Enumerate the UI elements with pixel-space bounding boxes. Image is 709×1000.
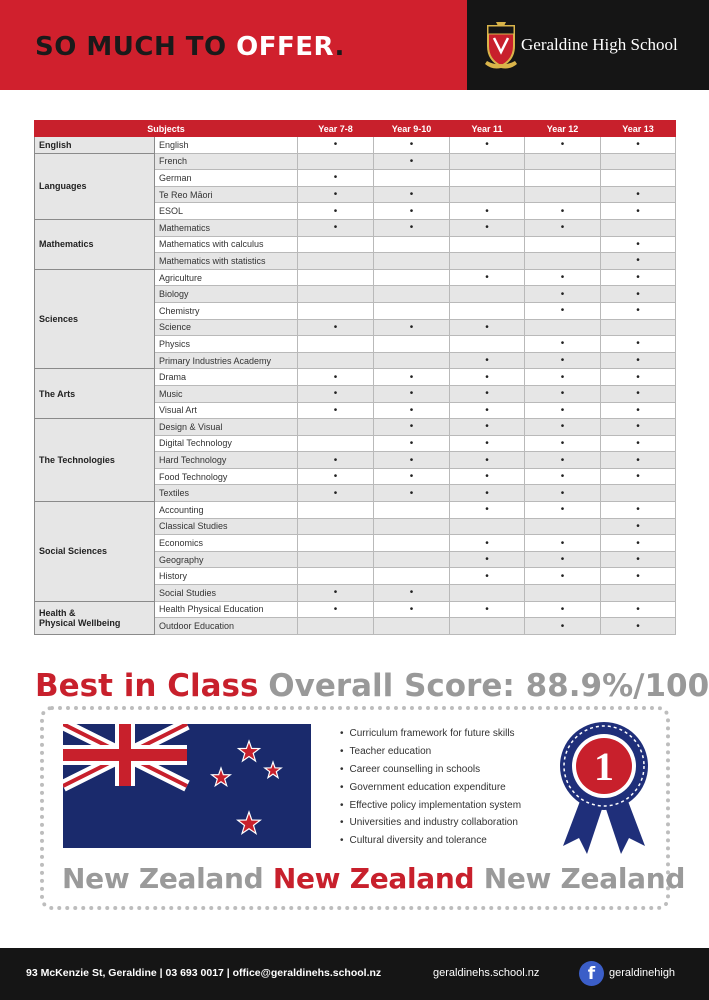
first-place-rosette-icon — [555, 718, 653, 856]
offering-cell — [298, 236, 374, 253]
offering-cell: • — [525, 336, 601, 353]
offering-cell — [374, 269, 450, 286]
offering-cell: • — [298, 468, 374, 485]
offering-cell — [374, 568, 450, 585]
offering-cell: • — [298, 485, 374, 502]
offering-cell: • — [298, 402, 374, 419]
country-banner: New Zealand New Zealand New Zealand — [62, 862, 686, 895]
offering-cell: • — [525, 452, 601, 469]
list-item: • Effective policy implementation system — [340, 797, 521, 815]
table-row — [35, 369, 676, 386]
subject-cell: Social Studies — [155, 585, 298, 602]
offering-cell: • — [298, 170, 374, 187]
category-cell: The Arts — [35, 369, 155, 419]
new-zealand-flag-icon — [63, 724, 311, 848]
offering-cell: • — [525, 137, 601, 154]
offering-cell: • — [601, 435, 676, 452]
offering-cell — [298, 302, 374, 319]
subject-cell: Music — [155, 385, 298, 402]
offering-cell: • — [450, 551, 525, 568]
offering-cell: • — [601, 352, 676, 369]
offering-cell: • — [525, 502, 601, 519]
offering-cell: • — [601, 286, 676, 303]
subject-cell: Health Physical Education — [155, 601, 298, 618]
subject-cell: Design & Visual — [155, 419, 298, 436]
offering-cell: • — [298, 219, 374, 236]
offering-cell: • — [601, 535, 676, 552]
offering-cell: • — [601, 601, 676, 618]
subject-cell: Outdoor Education — [155, 618, 298, 635]
offering-cell: • — [450, 203, 525, 220]
offering-cell: • — [601, 236, 676, 253]
offering-cell: • — [450, 502, 525, 519]
table-row — [35, 601, 676, 618]
offering-cell — [601, 319, 676, 336]
offering-cell — [374, 236, 450, 253]
offering-cell: • — [374, 137, 450, 154]
category-cell: Languages — [35, 153, 155, 219]
offering-cell — [374, 618, 450, 635]
category-label: Physical Wellbeing — [39, 617, 121, 628]
list-item: • Career counselling in schools — [340, 761, 521, 779]
offering-cell: • — [374, 203, 450, 220]
offering-cell: • — [525, 535, 601, 552]
list-item: • Curriculum framework for future skills — [340, 725, 521, 743]
offering-cell: • — [450, 601, 525, 618]
offering-cell — [298, 419, 374, 436]
subject-cell: Classical Studies — [155, 518, 298, 535]
offering-cell — [374, 535, 450, 552]
offering-cell — [298, 518, 374, 535]
offering-cell — [298, 502, 374, 519]
offering-cell: • — [374, 186, 450, 203]
offering-cell: • — [525, 419, 601, 436]
offering-cell — [450, 153, 525, 170]
offering-cell — [298, 336, 374, 353]
website-link[interactable]: geraldinehs.school.nz — [433, 967, 540, 979]
offering-cell — [601, 585, 676, 602]
offering-cell — [298, 435, 374, 452]
offering-cell: • — [525, 302, 601, 319]
offering-cell: • — [374, 452, 450, 469]
offering-cell — [298, 253, 374, 270]
subject-cell: English — [155, 137, 298, 154]
offering-cell: • — [601, 203, 676, 220]
offering-cell — [525, 319, 601, 336]
category-cell: Social Sciences — [35, 502, 155, 602]
offering-cell: • — [374, 402, 450, 419]
offering-cell — [374, 286, 450, 303]
offering-cell — [374, 352, 450, 369]
subject-cell: Primary Industries Academy — [155, 352, 298, 369]
offering-cell: • — [450, 468, 525, 485]
offering-cell: • — [298, 186, 374, 203]
offering-cell: • — [450, 352, 525, 369]
offering-cell: • — [298, 585, 374, 602]
page-header — [0, 0, 709, 90]
offering-cell: • — [374, 219, 450, 236]
facebook-handle[interactable]: geraldinehigh — [609, 967, 676, 979]
facebook-icon[interactable]: f — [579, 961, 604, 986]
offering-cell: • — [601, 618, 676, 635]
subject-cell: Te Reo Māori — [155, 186, 298, 203]
offering-cell: • — [525, 369, 601, 386]
offering-cell: • — [601, 568, 676, 585]
offering-cell — [374, 518, 450, 535]
table-row — [35, 502, 676, 519]
offering-cell: • — [298, 369, 374, 386]
offering-cell: • — [450, 452, 525, 469]
offering-cell: • — [525, 601, 601, 618]
offering-cell — [298, 551, 374, 568]
subject-cell: Mathematics — [155, 219, 298, 236]
offering-cell: • — [525, 485, 601, 502]
offering-cell: • — [601, 253, 676, 270]
offering-cell — [525, 153, 601, 170]
table-row — [35, 419, 676, 436]
offering-cell — [298, 618, 374, 635]
header-year-7-8: Year 7-8 — [298, 121, 374, 137]
category-cell: The Technologies — [35, 419, 155, 502]
header-year-13: Year 13 — [601, 121, 676, 137]
subject-cell: French — [155, 153, 298, 170]
offering-cell: • — [374, 369, 450, 386]
offering-cell: • — [601, 137, 676, 154]
offering-cell: • — [601, 369, 676, 386]
offering-cell: • — [374, 319, 450, 336]
offering-cell: • — [601, 336, 676, 353]
offering-cell: • — [601, 468, 676, 485]
offering-cell — [450, 336, 525, 353]
offering-cell — [374, 551, 450, 568]
subject-cell: Chemistry — [155, 302, 298, 319]
subject-cell: Science — [155, 319, 298, 336]
offering-cell: • — [601, 419, 676, 436]
subject-cell: Biology — [155, 286, 298, 303]
offering-cell — [450, 253, 525, 270]
offering-cell: • — [525, 435, 601, 452]
subject-cell: Accounting — [155, 502, 298, 519]
offering-cell: • — [374, 385, 450, 402]
offering-cell: • — [298, 203, 374, 220]
offering-cell: • — [450, 402, 525, 419]
offering-cell — [525, 253, 601, 270]
offering-cell: • — [450, 369, 525, 386]
best-in-class-title: Best in Class Overall Score: 88.9%/100 — [35, 668, 709, 704]
table-body — [35, 137, 676, 635]
offering-cell — [298, 568, 374, 585]
category-cell — [35, 601, 155, 634]
offering-cell: • — [374, 601, 450, 618]
offering-cell: • — [450, 385, 525, 402]
ranking-criteria-list — [340, 725, 521, 850]
offering-cell: • — [601, 518, 676, 535]
offering-cell — [374, 302, 450, 319]
table-header-row — [35, 121, 676, 137]
offering-cell: • — [450, 419, 525, 436]
offering-cell: • — [525, 568, 601, 585]
offering-cell — [374, 502, 450, 519]
list-item: • Teacher education — [340, 743, 521, 761]
offering-cell — [525, 585, 601, 602]
subjects-table — [34, 120, 676, 635]
category-cell: English — [35, 137, 155, 154]
offering-cell — [525, 186, 601, 203]
rank-number: 1 — [594, 744, 614, 789]
table-row — [35, 219, 676, 236]
offering-cell — [450, 170, 525, 187]
offering-cell: • — [450, 568, 525, 585]
offering-cell: • — [525, 402, 601, 419]
offering-cell — [601, 219, 676, 236]
offering-cell — [525, 518, 601, 535]
offering-cell — [374, 336, 450, 353]
offering-cell: • — [601, 302, 676, 319]
subject-cell: Physics — [155, 336, 298, 353]
contact-details: 93 McKenzie St, Geraldine | 03 693 0017 | office@geraldinehs.school.nz — [26, 967, 382, 979]
offering-cell: • — [601, 186, 676, 203]
offering-cell — [601, 170, 676, 187]
subject-cell: Economics — [155, 535, 298, 552]
offering-cell — [374, 253, 450, 270]
list-item: • Government education expenditure — [340, 779, 521, 797]
offering-cell: • — [525, 219, 601, 236]
subject-cell: ESOL — [155, 203, 298, 220]
subject-cell: Drama — [155, 369, 298, 386]
offering-cell: • — [525, 468, 601, 485]
header-year-12: Year 12 — [525, 121, 601, 137]
offering-cell: • — [601, 269, 676, 286]
page-title: SO MUCH TO OFFER. — [35, 32, 345, 62]
offering-cell: • — [298, 385, 374, 402]
offering-cell: • — [525, 385, 601, 402]
offering-cell: • — [601, 502, 676, 519]
offering-cell: • — [374, 485, 450, 502]
offering-cell: • — [298, 601, 374, 618]
offering-cell: • — [374, 435, 450, 452]
subject-cell: Agriculture — [155, 269, 298, 286]
school-crest-icon — [484, 20, 518, 72]
offering-cell — [450, 286, 525, 303]
header-year-9-10: Year 9-10 — [374, 121, 450, 137]
offering-cell: • — [374, 419, 450, 436]
offering-cell: • — [601, 402, 676, 419]
offering-cell — [450, 186, 525, 203]
offering-cell — [601, 153, 676, 170]
offering-cell — [298, 352, 374, 369]
offering-cell — [374, 170, 450, 187]
offering-cell: • — [525, 286, 601, 303]
offering-cell: • — [450, 485, 525, 502]
offering-cell: • — [450, 535, 525, 552]
offering-cell — [298, 269, 374, 286]
list-item: • Cultural diversity and tolerance — [340, 832, 521, 850]
offering-cell — [298, 153, 374, 170]
subject-cell: Food Technology — [155, 468, 298, 485]
offering-cell — [525, 236, 601, 253]
offering-cell: • — [374, 585, 450, 602]
subject-cell: Digital Technology — [155, 435, 298, 452]
subject-cell: Hard Technology — [155, 452, 298, 469]
offering-cell: • — [525, 269, 601, 286]
offering-cell — [298, 286, 374, 303]
offering-cell: • — [450, 219, 525, 236]
category-cell: Mathematics — [35, 219, 155, 269]
offering-cell: • — [525, 551, 601, 568]
offering-cell — [450, 585, 525, 602]
offering-cell: • — [298, 137, 374, 154]
subject-cell: Geography — [155, 551, 298, 568]
offering-cell: • — [450, 435, 525, 452]
offering-cell: • — [601, 551, 676, 568]
subject-cell: Mathematics with calculus — [155, 236, 298, 253]
offering-cell — [298, 535, 374, 552]
offering-cell — [450, 518, 525, 535]
list-item: • Universities and industry collaboration — [340, 814, 521, 832]
subject-cell: Visual Art — [155, 402, 298, 419]
offering-cell: • — [450, 319, 525, 336]
header-year-11: Year 11 — [450, 121, 525, 137]
offering-cell: • — [298, 452, 374, 469]
offering-cell: • — [374, 153, 450, 170]
offering-cell: • — [450, 269, 525, 286]
offering-cell: • — [601, 385, 676, 402]
school-name: Geraldine High School — [521, 35, 678, 54]
table-row — [35, 137, 676, 154]
subject-cell: History — [155, 568, 298, 585]
offering-cell: • — [374, 468, 450, 485]
offering-cell — [525, 170, 601, 187]
subject-cell: Textiles — [155, 485, 298, 502]
offering-cell — [450, 618, 525, 635]
subject-cell: Mathematics with statistics — [155, 253, 298, 270]
offering-cell: • — [450, 137, 525, 154]
offering-cell: • — [525, 203, 601, 220]
category-cell: Sciences — [35, 269, 155, 369]
offering-cell: • — [525, 618, 601, 635]
offering-cell: • — [601, 452, 676, 469]
category-label: Health & — [39, 607, 76, 618]
table-row — [35, 269, 676, 286]
table-row — [35, 153, 676, 170]
offering-cell: • — [525, 352, 601, 369]
header-subjects: Subjects — [35, 121, 298, 137]
page-footer — [0, 948, 709, 1000]
offering-cell — [601, 485, 676, 502]
offering-cell — [450, 302, 525, 319]
offering-cell — [450, 236, 525, 253]
offering-cell: • — [298, 319, 374, 336]
subject-cell: German — [155, 170, 298, 187]
